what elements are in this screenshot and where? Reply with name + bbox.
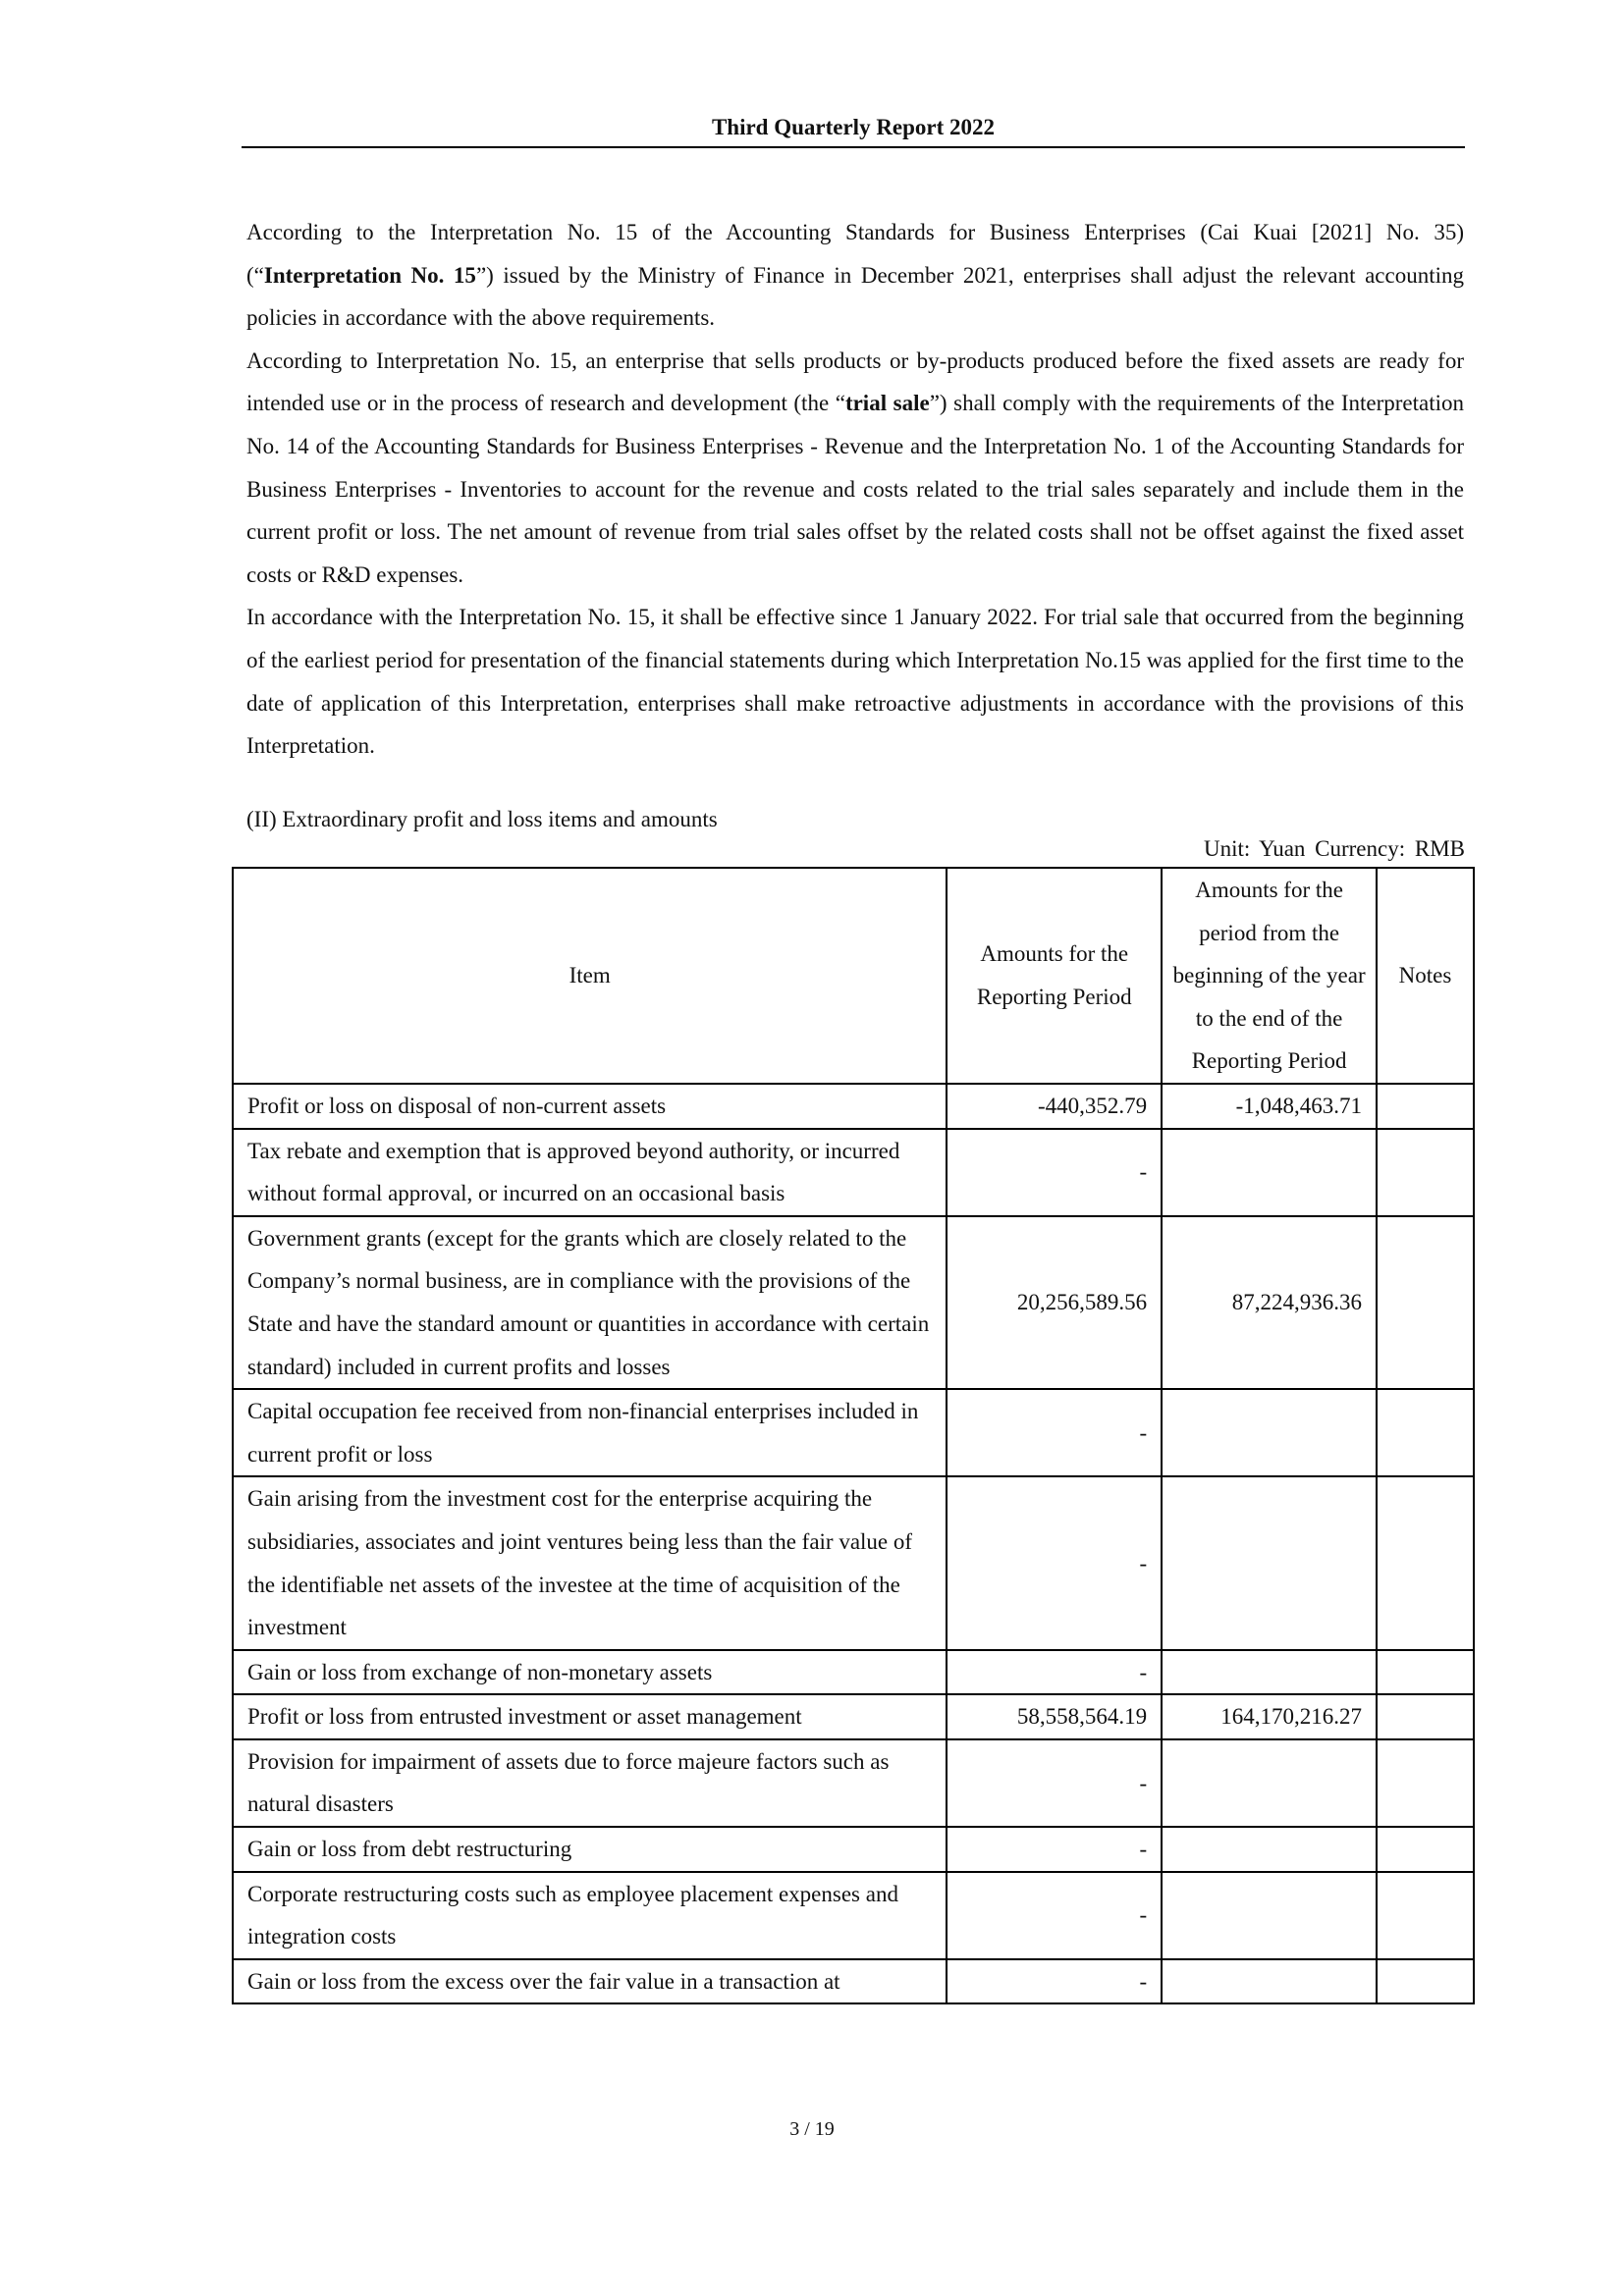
cell-notes <box>1377 1872 1474 1959</box>
table-header-row <box>233 868 1474 1084</box>
page-number: 3 / 19 <box>789 2118 835 2140</box>
cell-notes <box>1377 1389 1474 1476</box>
section-title: (II) Extraordinary profit and loss items and amounts <box>246 807 718 831</box>
cell-item: Profit or loss on disposal of non-current assets <box>233 1084 947 1129</box>
paragraph-2-defined-term: trial sale <box>844 391 930 416</box>
cell-notes <box>1377 1694 1474 1739</box>
paragraph-trial-sale <box>246 340 1464 597</box>
cell-reporting-period: - <box>947 1389 1162 1476</box>
cell-notes <box>1377 1084 1474 1129</box>
cell-notes <box>1377 1650 1474 1695</box>
cell-notes <box>1377 1959 1474 2004</box>
cell-item: Government grants (except for the grants which are closely related to the Company’s normal business, are in compliance with the provisions of the State and have the standard amount or quantities in accordance with certain standard) included in current profits and losses <box>233 1216 947 1389</box>
table-row <box>233 1389 1474 1476</box>
cell-reporting-period: - <box>947 1827 1162 1872</box>
paragraph-2-text-a: According to Interpretation No. 15, an enterprise that sells products or by-products produced before the fixed assets are ready for intended use or in the process of research and development (the “ <box>246 347 1464 416</box>
cell-reporting-period: - <box>947 1739 1162 1827</box>
cell-reporting-period: -440,352.79 <box>947 1084 1162 1129</box>
cell-notes <box>1377 1827 1474 1872</box>
cell-notes <box>1377 1476 1474 1649</box>
accounting-policy-text <box>246 211 1464 768</box>
table-row <box>233 1476 1474 1649</box>
paragraph-2-text-c: ”) shall comply with the requirements of the Interpretation No. 14 of the Accounting Standards for Business Enterprises - Revenue and the Interpretation No. 1 of the Accounting Standards for Business Enterprises - Inventories to account for the revenue and costs related to the trial sales separately and include them in the current profit or loss. The net amount of revenue from trial sales offset by the related costs shall not be offset against the fixed asset costs or R&D expenses. <box>246 391 1464 587</box>
report-header-title: Third Quarterly Report 2022 <box>711 115 996 139</box>
cell-year-to-date <box>1162 1476 1377 1649</box>
cell-year-to-date: 164,170,216.27 <box>1162 1694 1377 1739</box>
table-row <box>233 1739 1474 1827</box>
extraordinary-items-table <box>232 867 1475 2004</box>
table-row <box>233 1827 1474 1872</box>
cell-reporting-period: - <box>947 1650 1162 1695</box>
cell-item: Gain or loss from the excess over the fair value in a transaction at <box>233 1959 947 2004</box>
paragraph-1-text-a: According to the Interpretation No. 15 of the Accounting Standards for Business Enterprises (Cai Kuai [2021] No. 35) (“ <box>246 220 1464 288</box>
cell-item: Provision for impairment of assets due to force majeure factors such as natural disasters <box>233 1739 947 1827</box>
cell-reporting-period: - <box>947 1476 1162 1649</box>
cell-year-to-date <box>1162 1129 1377 1216</box>
cell-year-to-date <box>1162 1959 1377 2004</box>
unit-currency-note: Unit: Yuan Currency: RMB <box>1203 836 1465 861</box>
cell-notes <box>1377 1129 1474 1216</box>
cell-reporting-period: - <box>947 1872 1162 1959</box>
cell-reporting-period: - <box>947 1129 1162 1216</box>
cell-year-to-date <box>1162 1389 1377 1476</box>
cell-item: Tax rebate and exemption that is approved beyond authority, or incurred without formal approval, or incurred on an occasional basis <box>233 1129 947 1216</box>
table-row <box>233 1694 1474 1739</box>
paragraph-1-defined-term: Interpretation No. 15 <box>263 262 476 288</box>
table-row <box>233 1129 1474 1216</box>
paragraph-1-text-c: ”) issued by the Ministry of Finance in December 2021, enterprises shall adjust the relevant accounting policies in accordance with the above requirements. <box>246 262 1464 331</box>
paragraph-interpretation-15 <box>246 211 1464 340</box>
header-year-to-date: Amounts for the period from the beginning of the year to the end of the Reporting Period <box>1162 868 1377 1084</box>
cell-year-to-date <box>1162 1872 1377 1959</box>
cell-item: Corporate restructuring costs such as employee placement expenses and integration costs <box>233 1872 947 1959</box>
paragraph-effective-date: In accordance with the Interpretation No. 15, it shall be effective since 1 January 2022. For trial sale that occurred from the beginning of the earliest period for presentation of the financial statements during which Interpretation No.15 was applied for the first time to the date of application of this Interpretation, enterprises shall make retroactive adjustments in accordance with the provisions of this Interpretation. <box>246 605 1464 759</box>
cell-year-to-date: 87,224,936.36 <box>1162 1216 1377 1389</box>
header-item: Item <box>233 868 947 1084</box>
cell-reporting-period: - <box>947 1959 1162 2004</box>
header-divider <box>242 146 1465 148</box>
cell-item: Gain or loss from debt restructuring <box>233 1827 947 1872</box>
cell-item: Profit or loss from entrusted investment or asset management <box>233 1694 947 1739</box>
cell-notes <box>1377 1739 1474 1827</box>
table-row <box>233 1216 1474 1389</box>
cell-reporting-period: 20,256,589.56 <box>947 1216 1162 1389</box>
cell-notes <box>1377 1216 1474 1389</box>
header-reporting-period: Amounts for the Reporting Period <box>947 868 1162 1084</box>
cell-item: Capital occupation fee received from non-financial enterprises included in current profit or loss <box>233 1389 947 1476</box>
cell-year-to-date <box>1162 1827 1377 1872</box>
table-body <box>233 1084 1474 2003</box>
table-row <box>233 1650 1474 1695</box>
cell-year-to-date: -1,048,463.71 <box>1162 1084 1377 1129</box>
cell-reporting-period: 58,558,564.19 <box>947 1694 1162 1739</box>
table-row <box>233 1959 1474 2004</box>
cell-year-to-date <box>1162 1739 1377 1827</box>
cell-year-to-date <box>1162 1650 1377 1695</box>
table-row <box>233 1872 1474 1959</box>
header-notes: Notes <box>1377 868 1474 1084</box>
cell-item: Gain arising from the investment cost for the enterprise acquiring the subsidiaries, associates and joint ventures being less than the fair value of the identifiable net assets of the investee at the time of acquisition of the investment <box>233 1476 947 1649</box>
cell-item: Gain or loss from exchange of non-monetary assets <box>233 1650 947 1695</box>
table-row <box>233 1084 1474 1129</box>
